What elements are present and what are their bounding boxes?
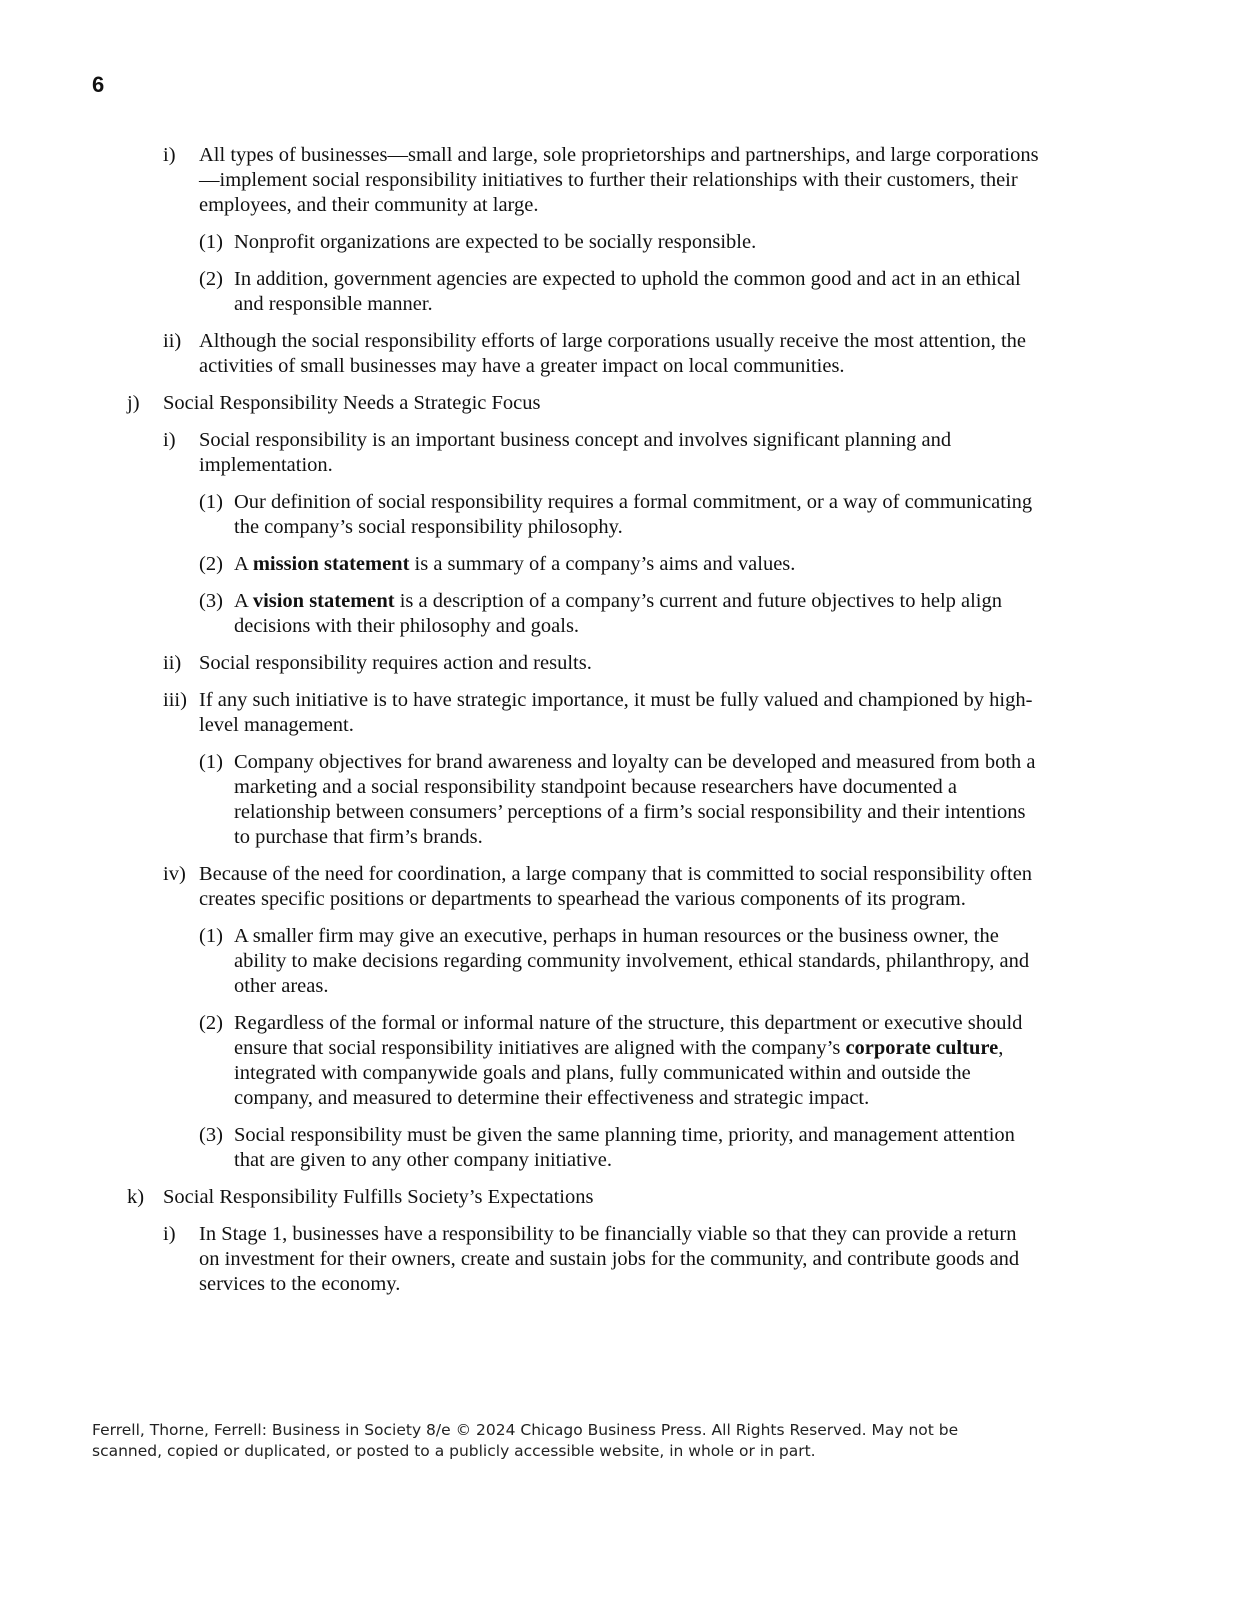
item-text: In Stage 1, businesses have a responsibility to be financially viable so that they can provide a return on investment for their owners, create and sustain jobs for the community, and contribute goods and services to the economy. [199,1223,1020,1295]
item-label: (2) [199,268,223,290]
item-text: Nonprofit organizations are expected to be socially responsible. [234,231,757,253]
item-text: Company objectives for brand awareness and loyalty can be developed and measured from both a marketing and a social responsibility standpoint because researchers have documented a relationship between consumers’ perceptions of a firm’s social responsibility and their intentions to purchase that firm’s brands. [234,751,1036,848]
outline-item [0,750,1236,850]
section-heading [0,1185,1236,1210]
item-label: (1) [199,925,223,947]
item-text [234,552,1040,577]
item-text: Social responsibility requires action and results. [199,652,592,674]
outline-item [0,589,1236,639]
text-run: , integrated with companywide goals and plans, fully communicated within and outside the company, and measured to determine their effectiveness and strategic impact. [234,1037,1004,1109]
outline-item [0,1011,1236,1111]
outline-item [0,143,1236,218]
key-term-corporate-culture: corporate culture [845,1037,999,1059]
outline-item [0,267,1236,317]
item-label: (1) [199,751,223,773]
item-text [234,589,1040,639]
section-label: k) [127,1186,145,1208]
outline-item [0,552,1236,577]
section-label: j) [127,392,140,414]
copyright-footer: Ferrell, Thorne, Ferrell: Business in Society 8/e © 2024 Chicago Business Press. All Rights Reserved. May not be scanned, copied or duplicated, or posted to a publicly accessible website, in whole or in part. [92,1421,959,1460]
outline-item [0,651,1236,676]
item-label: (2) [199,553,223,575]
text-run: is a description of a company’s current and future objectives to help align decisions with their philosophy and goals. [234,590,1003,637]
outline-item [0,924,1236,999]
item-label: (2) [199,1012,223,1034]
key-term-vision-statement: vision statement [252,590,395,612]
item-label: i) [163,1223,176,1245]
item-label: iii) [163,689,187,711]
item-text: All types of businesses—small and large, sole proprietorships and partnerships, and large corporations—implement social responsibility initiatives to further their relationships with their customers, their employees, and their community at large. [199,144,1039,216]
item-text [234,1011,1040,1111]
item-label: iv) [163,863,186,885]
outline-item [0,230,1236,255]
item-label: i) [163,429,176,451]
item-text: Although the social responsibility efforts of large corporations usually receive the most attention, the activities of small businesses may have a greater impact on local communities. [199,330,1027,377]
item-text: Social responsibility is an important business concept and involves significant planning and implementation. [199,429,952,476]
outline-item [0,428,1236,478]
outline-item [0,490,1236,540]
item-text: Because of the need for coordination, a large company that is committed to social responsibility often creates specific positions or departments to spearhead the various components of its program. [199,863,1033,910]
item-label: (1) [199,231,223,253]
page-number: 6 [92,72,105,97]
item-label: ii) [163,652,182,674]
section-heading [0,391,1236,416]
item-text: In addition, government agencies are expected to uphold the common good and act in an ethical and responsible manner. [234,268,1021,315]
outline-item [0,1222,1236,1297]
item-text: Social responsibility must be given the same planning time, priority, and management attention that are given to any other company initiative. [234,1124,1015,1171]
text-run: is a summary of a company’s aims and values. [409,553,796,575]
outline-body [0,143,1236,1309]
section-title: Social Responsibility Fulfills Society’s Expectations [163,1186,594,1208]
item-text: A smaller firm may give an executive, perhaps in human resources or the business owner, the ability to make decisions regarding community involvement, ethical standards, philanthropy, and other areas. [234,925,1030,997]
text-run: Regardless of the formal or informal nature of the structure, this department or executive should ensure that social responsibility initiatives are aligned with the company’s [234,1012,1023,1059]
outline-item [0,329,1236,379]
outline-item [0,688,1236,738]
outline-item [0,862,1236,912]
key-term-mission-statement: mission statement [252,553,410,575]
item-label: (1) [199,491,223,513]
item-text: Our definition of social responsibility requires a formal commitment, or a way of communicating the company’s social responsibility philosophy. [234,491,1033,538]
item-label: (3) [199,1124,223,1146]
text-run: A [234,553,253,575]
text-run: A [234,590,253,612]
item-label: (3) [199,590,223,612]
item-label: i) [163,144,176,166]
section-title: Social Responsibility Needs a Strategic Focus [163,392,541,414]
item-label: ii) [163,330,182,352]
item-text: If any such initiative is to have strategic importance, it must be fully valued and championed by high-level management. [199,689,1033,736]
outline-item [0,1123,1236,1173]
